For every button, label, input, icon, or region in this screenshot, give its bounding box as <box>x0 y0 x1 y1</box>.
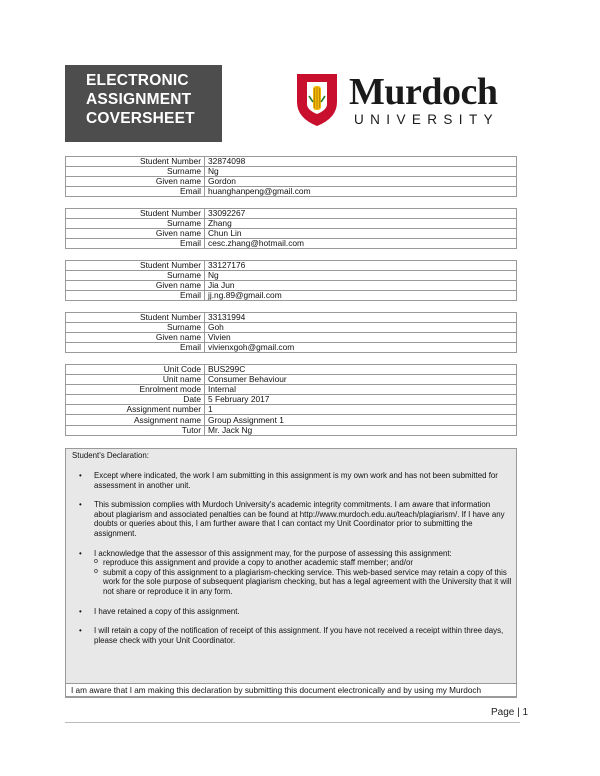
murdoch-logo <box>297 71 517 134</box>
page-number: Page | 1 <box>491 707 529 718</box>
row-value: huanghanpeng@gmail.com <box>205 187 517 197</box>
row-label: Given name <box>66 333 205 343</box>
final-declaration-line: I am aware that I am making this declaration by submitting this document electronically and by using my Murdoch <box>65 683 517 697</box>
row-label: Given name <box>66 229 205 239</box>
row-value: Vivien <box>205 333 517 343</box>
row-value: 32874098 <box>205 157 517 167</box>
list-item <box>76 607 512 617</box>
logo-subword: UNIVERSITY <box>354 112 500 127</box>
footer-divider <box>65 722 520 723</box>
title-line: ASSIGNMENT <box>86 91 192 108</box>
table-row <box>66 229 517 239</box>
row-label: Surname <box>66 167 205 177</box>
unit-table <box>65 364 517 436</box>
row-label: Email <box>66 187 205 197</box>
declaration-item-text: I will retain a copy of the notification of receipt of this assignment. If you have not received a receipt within three days, please check with your Unit Coordinator. <box>94 626 504 645</box>
student-table-4 <box>65 312 517 353</box>
row-value: Gordon <box>205 177 517 187</box>
logo-wordmark: Murdoch <box>349 71 498 113</box>
row-label: Student Number <box>66 209 205 219</box>
row-value: cesc.zhang@hotmail.com <box>205 239 517 249</box>
table-row <box>66 209 517 219</box>
student-table-1 <box>65 156 517 197</box>
row-label: Tutor <box>66 425 205 435</box>
table-row <box>66 375 517 385</box>
row-value: 5 February 2017 <box>205 395 517 405</box>
row-value: vivienxgoh@gmail.com <box>205 343 517 353</box>
row-value: Ng <box>205 167 517 177</box>
table-row <box>66 239 517 249</box>
table-row <box>66 365 517 375</box>
crest-icon <box>297 74 337 126</box>
table-row <box>66 385 517 395</box>
student-table-2 <box>65 208 517 249</box>
sub-list-item: o submit a copy of this assignment to a plagiarism-checking service. This web-based service may retain a copy of this work for the sole purpose of subsequent plagiarism checking, but has a legal agreement with the University that it will not share or reproduce it in any form. <box>94 568 512 597</box>
row-label: Given name <box>66 177 205 187</box>
table-row <box>66 405 517 415</box>
row-value: 1 <box>205 405 517 415</box>
declaration-item-text: I have retained a copy of this assignment. <box>94 606 240 616</box>
table-row <box>66 415 517 425</box>
table-row <box>66 343 517 353</box>
row-label: Given name <box>66 281 205 291</box>
table-row <box>66 313 517 323</box>
row-value: Ng <box>205 271 517 281</box>
table-row <box>66 219 517 229</box>
row-value: Mr. Jack Ng <box>205 425 517 435</box>
title-line: ELECTRONIC <box>86 72 189 89</box>
table-row <box>66 333 517 343</box>
row-value: Internal <box>205 385 517 395</box>
table-row <box>66 395 517 405</box>
declaration-title: Student's Declaration: <box>72 451 149 460</box>
table-row <box>66 157 517 167</box>
table-row <box>66 167 517 177</box>
row-value: Zhang <box>205 219 517 229</box>
row-value: 33131994 <box>205 313 517 323</box>
table-row <box>66 187 517 197</box>
table-row <box>66 177 517 187</box>
row-value: jj.ng.89@gmail.com <box>205 291 517 301</box>
row-label: Student Number <box>66 157 205 167</box>
row-label: Email <box>66 239 205 249</box>
declaration-box <box>65 448 517 698</box>
row-label: Assignment number <box>66 405 205 415</box>
title-line: COVERSHEET <box>86 110 195 127</box>
list-item <box>76 471 512 490</box>
table-row <box>66 271 517 281</box>
row-label: Surname <box>66 271 205 281</box>
table-row <box>66 291 517 301</box>
row-label: Assignment name <box>66 415 205 425</box>
student-table-3 <box>65 260 517 301</box>
row-label: Student Number <box>66 261 205 271</box>
sub-list-item: o reproduce this assignment and provide a copy to another academic staff member; and/or <box>94 558 512 568</box>
list-item <box>76 626 512 645</box>
row-value: Chun Lin <box>205 229 517 239</box>
row-value: BUS299C <box>205 365 517 375</box>
declaration-item-text: Except where indicated, the work I am submitting in this assignment is my own work and has not been submitted for assessment in another unit. <box>94 471 498 490</box>
declaration-item-text: I acknowledge that the assessor of this assignment may, for the purpose of assessing this assignment: <box>94 548 452 558</box>
row-label: Surname <box>66 323 205 333</box>
row-label: Unit Code <box>66 365 205 375</box>
table-row <box>66 323 517 333</box>
row-value: Group Assignment 1 <box>205 415 517 425</box>
row-label: Enrolment mode <box>66 385 205 395</box>
declaration-sublist <box>94 558 512 596</box>
row-label: Unit name <box>66 375 205 385</box>
row-value: Consumer Behaviour <box>205 375 517 385</box>
row-label: Email <box>66 291 205 301</box>
table-row <box>66 281 517 291</box>
row-value: Jia Jun <box>205 281 517 291</box>
coversheet-title <box>65 65 222 142</box>
row-label: Date <box>66 395 205 405</box>
table-row <box>66 425 517 435</box>
table-row <box>66 261 517 271</box>
declaration-item-text: This submission complies with Murdoch University's academic integrity commitments. I am aware that information about plagiarism and associated penalties can be found at http://www.murdoch.edu.au/teach/plagiarism/. If I have any doubts or queries about this, I am further aware that I can contact my Unit Coordinator prior to submitting the assignment. <box>94 500 505 538</box>
row-label: Email <box>66 343 205 353</box>
row-value: 33092267 <box>205 209 517 219</box>
row-value: 33127176 <box>205 261 517 271</box>
declaration-list <box>76 471 512 655</box>
list-item <box>76 500 512 538</box>
list-item <box>76 549 512 597</box>
row-label: Student Number <box>66 313 205 323</box>
row-value: Goh <box>205 323 517 333</box>
row-label: Surname <box>66 219 205 229</box>
